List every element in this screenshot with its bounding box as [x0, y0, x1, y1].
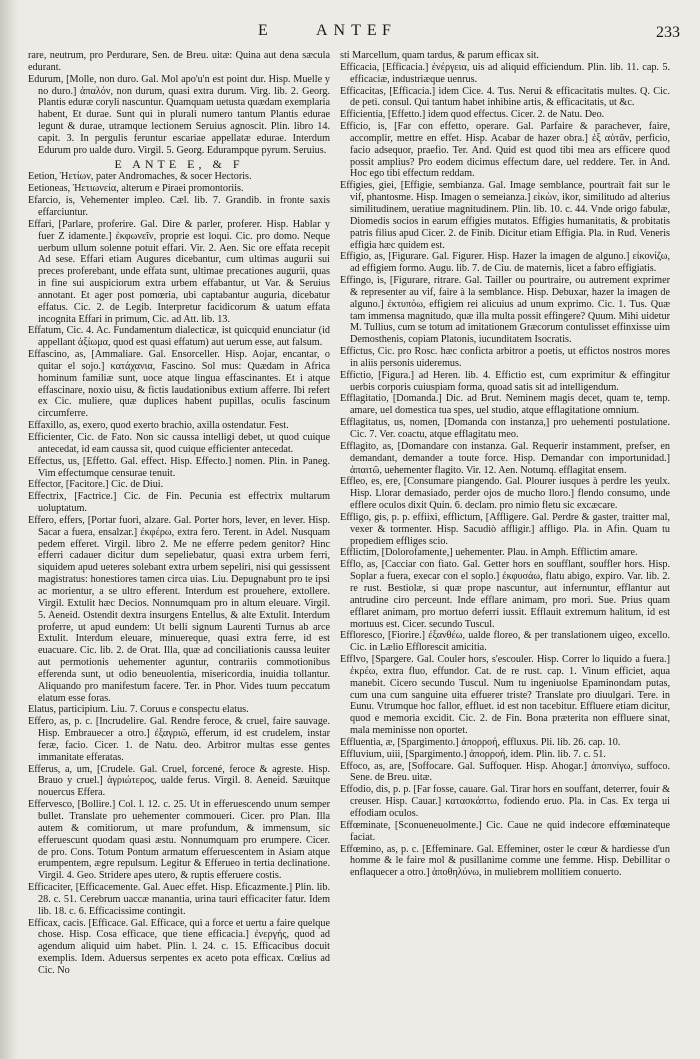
dictionary-entry: Efficacitas, [Efficacia.] idem Cice. 4. Tus. Nerui & efficacitatis multes. Q. Cic. de peti. consul. Qui tantum habet inhibine artis, & efficacitatis, ut &c. [340, 85, 670, 109]
dictionary-entry: Effoco, as, are, [Soffocare. Gal. Suffoquer. Hisp. Ahogar.] ἀποπνίγω, suffoco. Sene. de Breu. uitæ. [340, 760, 670, 784]
dictionary-entry: Effluvium, uiii, [Spargimento.] ἀπορροή, idem. Plin. lib. 7. c. 51. [340, 748, 606, 760]
header-right-letter: F [382, 22, 391, 39]
dictionary-entry: Effodio, dis, p. p. [Far fosse, cauare. Gal. Tirar hors en souffant, deterrer, fouir & creuser. Hisp. Cauar.] κατασκάπτω, fodiendo eruo. Pla. in Cas. Ex terga ui effodiam oculos. [340, 784, 670, 819]
dictionary-entry: Eetion, Ἠετίων, pater Andromaches, & socer Hectoris. [28, 171, 252, 183]
dictionary-entry: Effigio, as, [Figurare. Gal. Figurer. Hisp. Hazer la imagen de alguno.] εἰκονίζω, ad effigiem formo. Augu. lib. 7. de Ciu. de maternis, licet a fabro effigiatis. [340, 251, 670, 275]
dictionary-entry: Effligo, gis, p. p. effiixi, efflictum, [Affligere. Gal. Perdre & gaster, traitter mal, vexer & tormenter. Hisp. Sacudiò affligir.] affligo. Pla. in Afin. Quam tu propediem effliges scio. [340, 511, 670, 547]
dictionary-entry: Efflagitatus, us, nomen, [Domanda con instanza,] pro uehementi postulatione. Cic. 7. Ver. coactu, atque efflagitatu meo. [340, 417, 670, 440]
dictionary-entry: Efficax, cacis. [Efficace. Gal. Efficace, qui a force et uertu a faire quelque chose. Hisp. Cosa efficace, que tiene efficacia.] ἐνεργής, quod ad agendum aliquid uim habet. Plin. l. 24. c. 15. Efficacibus docuit exemplis. Idem. Aduersus serpentes ex aceto pota efficax. Cœlius ad Cic. No [28, 917, 330, 976]
page-gutter-shadow [0, 0, 18, 1059]
dictionary-entry: Effascino, as, [Ammaliare. Gal. Ensorceller. Hisp. Aojar, encantar, o quitar el sojo.] κατάχανια, Fascino. Sol mus: Quædam in Africa hominum familiæ sunt, uoce atque lingua effascinantes. Et i atque effascinare, noxio uisu, & fictis laudationibus extium afferre. Ibi refert ex Cic. muliere, quæ duplices habent pupillas, oculis fascinum circumferre. [28, 349, 330, 420]
dictionary-entry: Effictus, Cic. pro Rosc. hæc conficta arbitror a poetis, ut effictos nostros mores in aliis personis uideremus. [340, 346, 670, 369]
dictionary-entry: Efficienter, Cic. de Fato. Non sic caussa intelligi debet, ut quod cuique antecedat, id eam caussa sit, quod cuique efficienter antecedat. [28, 432, 330, 455]
dictionary-entry: Edurum, [Molle, non duro. Gal. Mol apo'u'n est point dur. Hisp. Muelle y no duro.] ἀπαλόν, non durum, quasi extra durum. Virg. lib. 2. Georg. Plantis eduræ coryli nascuntur. Quamquam uetusta quædam exemplaria habent, Et durae. Sunt qui in plurali numero tantum Plantis edurae legunt & durae, utramque lectionem Seruius agnoscit. Plin. libro 14. capit. 3. In pergulis feruntur escariae appellatæ edurae. Interdum Edurum pro ualde duro. Virgil. 5. Georg. Edurampque pyrum. Seruius. [28, 73, 330, 156]
dictionary-entry: Effero, as, p. c. [Incrudelire. Gal. Rendre feroce, & cruel, faire sauvage. Hisp. Embrauecer a otro.] ἐξαγριῶ, efferum, id est crudelem, instar feræ, facio. Cicer. 1. de Natu. deo. Arbitror multas esse gentes immanitate efferatas. [28, 716, 330, 763]
entry-list [340, 62, 670, 879]
dictionary-entry: Effectus, us, [Effetto. Gal. effect. Hisp. Effecto.] nomen. Plin. in Paneg. Vim effectumque censurae tenuit. [28, 455, 330, 479]
header-left-letter: E [258, 22, 271, 39]
dictionary-entry: Efflagitatio, [Domanda.] Dic. ad Brut. Neminem magis decet, quam te, temp. amare, uel domestica tua spes, uel studio, atque efflagitatione omnium. [340, 393, 670, 417]
dictionary-entry: Effloresco, [Fiorire.] ἐξανθέω, ualde floreo, & per translationem uigeo, excello. Cic. in Lælio Efflorescit amicitia. [340, 630, 670, 654]
dictionary-entry: Efferus, a, um, [Crudele. Gal. Cruel, forcené, feroce & agreste. Hisp. Brauo y cruel.] ἀγριώτερος, ualde ferus. Virgil. 8. Aeneid. Sæuitque nouercus Effera. [28, 763, 330, 799]
dictionary-entry: Effingo, is, [Figurare, ritrare. Gal. Tailler ou pourtraire, ou autrement exprimer & representer au vif, faire à la semblance. Hisp. Debuxar, hazer la imagen de alguno.] ἐκτυπόω, effigiem rei alicuius ad unum exprimo. Cic. 1. Tus. Quæ tam immensa magnitudo, quæ illa multa possit effingere? Quum. Mihi uidetur M. Tullius, cum se totum ad imitationem Græcorum contulisset effinxisse uim Demosthenis, copiam Platonis, iucunditatem Isocratis. [340, 275, 670, 346]
dictionary-entry: Effigies, giei, [Effigie, sembianza. Gal. Image semblance, pourtrait fait sur le vif, phantosme. Hisp. Imagen o semeianza.] εἰκὼν, ikor, similitudo ad alterius similitudinem, ueratiue magnitudinem. Plin. lib. 10. c. 44. Vnde origo fabulæ, Diomedis socios in earum effigies mutatos. Effigies humanitatis, & probitatis patris filius apud Cicer. 2. de Finib. Dicitur etiam Effigia. Pla. in Rud. Veneris effigia hæc quidem est. [340, 180, 670, 251]
dictionary-entry: Elatus, participium. Liu. 7. Coruus e conspectu elatus. [28, 704, 249, 716]
right-column [340, 50, 670, 1045]
dictionary-entry: Efficio, is, [Far con effetto, operare. Gal. Parfaire & parachever, faire, accomplir, mettre en effet. Hisp. Acabar de hazer obra.] ἐξ αὐτᾶν, perficio, facio adsequor, praefio. Ter. And. Quid est quod tibi mea ars efficere quod possit amplius? Pro eodem dicimus effectum dare, uel reddere. Ter. in And. Hoc ego tibi effectum reddam. [340, 121, 670, 180]
dictionary-entry: Effœmino, as, p. c. [Effeminare. Gal. Effeminer, oster le cœur & hardiesse d'un homme & le faire mol & pusillanime comme une femme. Hisp. Debillitar o enflaquecer a otro.] ἀποθηλύνω, in muliebrem mollitiem conuerto. [340, 843, 670, 879]
dictionary-entry: Efarcio, is, Vehementer impleo. Cæl. lib. 7. Grandib. in fronte saxis effarciuntur. [28, 195, 330, 218]
left-column [28, 50, 330, 1045]
entry-list [28, 74, 330, 157]
continuation-text: sti Marcellum, quam tardus, & parum efficax sit. [340, 50, 539, 61]
dictionary-entry: Effectrix, [Factrice.] Cic. de Fin. Pecunia est effectrix multarum uoluptatum. [28, 491, 330, 515]
running-header [0, 22, 700, 42]
dictionary-entry: Effictio, [Figura.] ad Heren. lib. 4. Effictio est, cum exprimitur & effingitur uerbis corporis cuiuspiam forma, quoad satis sit ad intelligendum. [340, 369, 670, 393]
dictionary-entry: Effari, [Parlare, proferire. Gal. Dire & parler, proferer. Hisp. Hablar y fuer Z idamente.] ἐκφωνεῖν, proprie est loqui. Cic. pro domo. Neque uerbum ullum solenne potuit effari. Vir. 2. Aen. Sic ore effata recepit Ad sese. Effari etiam Augures dicebantur, cum ultimas augurii sui preces proferebant, unde effata sunt, ultimae precationes augurii, quas in fine sui auspiciorum extra urbem effabantur, ut Var. & Seruius annotant. Et ager post pomœria, ubi captabantur auguria, dicebatur effatus. Cic. 2. de Legib. Interpretur facidicorum & uatum effata incognita Effari in primum, Cic. ad Att. lib. 13. [28, 218, 330, 325]
dictionary-entry: Effaxillo, as, exero, quod exerto brachio, axilla ostendatur. Fest. [28, 420, 289, 432]
dictionary-entry: Effluentia, æ, [Spargimento.] ἀπορροή, effluxus. Pli. lib. 26. cap. 10. [340, 736, 621, 748]
dictionary-entry: Efflvo, [Spargere. Gal. Couler hors, s'escouler. Hisp. Correr lo liquido a fuera.] ἐκρέω, extra fluo, effundor. Cat. de re rust. cap. 1. Vinum efficiet, aqua manebit. Cicero secundo Tuscul. Num tu ingeniuolse Epaminondam putas, cum una cum sanguine uita effuerer triste? Translate pro diuulgari. Tere. in Eunu. Vtrumque hoc fallor, effluet. id est non tacebitur. Effluere etiam dicitur, quod e memoria excidit. Cic. 2. de Fin. Bona præterita non effluere sinat, mala meminisse non oportet. [340, 654, 670, 737]
dictionary-entry: Efficaciter, [Efficacemente. Gal. Auec effet. Hisp. Eficazmente.] Plin. lib. 28. c. 51. Cerebrum uaccæ manantia, urina tauri efficaciter fatur. Idem lib. 18. c. 6. Efficacissime contingit. [28, 882, 330, 917]
continuation-text: rare, neutrum, pro Perdurare, Sen. de Breu. uitæ: Quina aut dena sæcula edurant. [28, 50, 330, 73]
dictionary-entry: Effleo, es, ere, [Consumare piangendo. Gal. Plourer iusques à perdre les yeulx. Hisp. Llorar demasiado, perder ojos de mucho lloro.] flendo consumo, unde efflere oculos dixit Quin. 6. declam. pro nimio fletu sic excæcare. [340, 476, 670, 512]
dictionary-entry: Effero, effers, [Portar fuori, alzare. Gal. Porter hors, lever, en lever. Hisp. Sacar a fuera, ensalzar.] ἐκφέρω, extra fero. Terent. in Adel. Nusquam pedem efferet. Virgil. libro 2. Me ne efferre pedem genitor? Hinc efferri cadauer dicitur dum sepeliebatur, quasi extra urbem ferri, siquidem apud ueteres solebant extra urbem sepeliri, nisi qui gessissent magistratus: honestiores tamen circa uias. Liu. Depugnabunt pro te ipsi ac morientur, a se ultro efferent. Interdum est prouehere, extollere. Virgil. Extulit hæc Decios. Nonnumquam pro in altum eleuare. Virgil. 5. Aeneid. Ostendit dextra insurgens Entellus, & alte Extulit. Interdum proferre, ut apud eundem: Ut belli signum Laurenti Turnus ab arce Extulit. Interdum eleuare, minuereque, quasi extra ferre, id est euacuare. Cic. lib. 2. de Orat. Illa, quæ ad conciliationis caussa leuiter aut permotionis uehementer aguntur, contrariis commotionibus efferenda sunt, ut odio beneuolentia, misericordia, inuidia tollantur. Aliquando pro manifestum facere. Ter. in Phor. Vides tuum peccatum elatum esse foras. [28, 514, 330, 704]
dictionary-entry: Efflo, as, [Cacciar con fiato. Gal. Getter hors en soufflant, souffler hors. Hisp. Soplar a fuera, execar con el soplo.] ἐκφυσάω, flatu abigo, expiro. Var. lib. 2. re rust. Bestiolæ, si quæ prope nascuntur, aut infernuntur, efflantur aut antrudine ciro perceunt. Inde efflare animam, pro mori. Sue. Prius quam efflaret animam, pro mortuo deferri iussit. Efflauit extremum halitum, id est mortuus est. Cicer. secundo Tuscul. [340, 559, 670, 630]
page-number: 233 [656, 24, 680, 41]
dictionary-entry: Eetioneas, Ἠετιωνεία, alterum e Piraei promontoriis. [28, 183, 244, 195]
dictionary-entry: Effervesco, [Bollire.] Col. l. 12. c. 25. Ut in efferuescendo unum semper bullet. Translate pro uehementer commoueri. Cicer. pro Plan. Illa autem & comitiorum, ut mare profundum, & immensum, sic efferuescunt quodam quasi æstu. Nonnumquam pro erumpere. Cicer. de pro. Cons. Totum Pontum armatum efferuescentem in Asiam atque erumpentem, ægre repulsum. Legitur & Efferueo in tertia declinatione. Virgil. 4. Geo. Stridere apes utero, & ruptis efferuere costis. [28, 799, 330, 882]
dictionary-entry: Efflictim, [Dolorofamente,] uehementer. Plau. in Amph. Efflictim amare. [340, 547, 638, 559]
dictionary-entry: Efficientia, [Effetto.] idem quod effectus. Cicer. 2. de Natu. Deo. [340, 109, 605, 121]
dictionary-entry: Efficacia, [Efficacia.] ἐνέργεια, uis ad aliquid efficiendum. Plin. lib. 11. cap. 5. efficaciæ, industriæque uenrus. [340, 61, 670, 85]
entry-list [28, 171, 330, 976]
header-middle-word: ANTE [316, 22, 383, 39]
dictionary-entry: Effatum, Cic. 4. Ac. Fundamentum dialecticæ, ist quicquid enunciatur (id appellant ἀξίωμα, quod est quasi effatum) aut uerum esse, aut falsum. [28, 325, 330, 349]
section-heading: E ANTE E, & F [114, 156, 244, 171]
dictionary-entry: Effœminate, [Sconueneuolmente.] Cic. Caue ne quid indecore effœminateque faciat. [340, 819, 670, 843]
dictionary-entry: Effector, [Facitore.] Cic. de Diui. [28, 479, 164, 491]
dictionary-entry: Efflagito, as, [Domandare con instanza. Gal. Requerir instamment, prefser, en demandant, demander a toute force. Hisp. Demandar con importunidad.] ἀπαιτῶ, uehementer flagito. Vir. 12. Aen. Notumq. efflagitat ensem. [340, 440, 670, 476]
